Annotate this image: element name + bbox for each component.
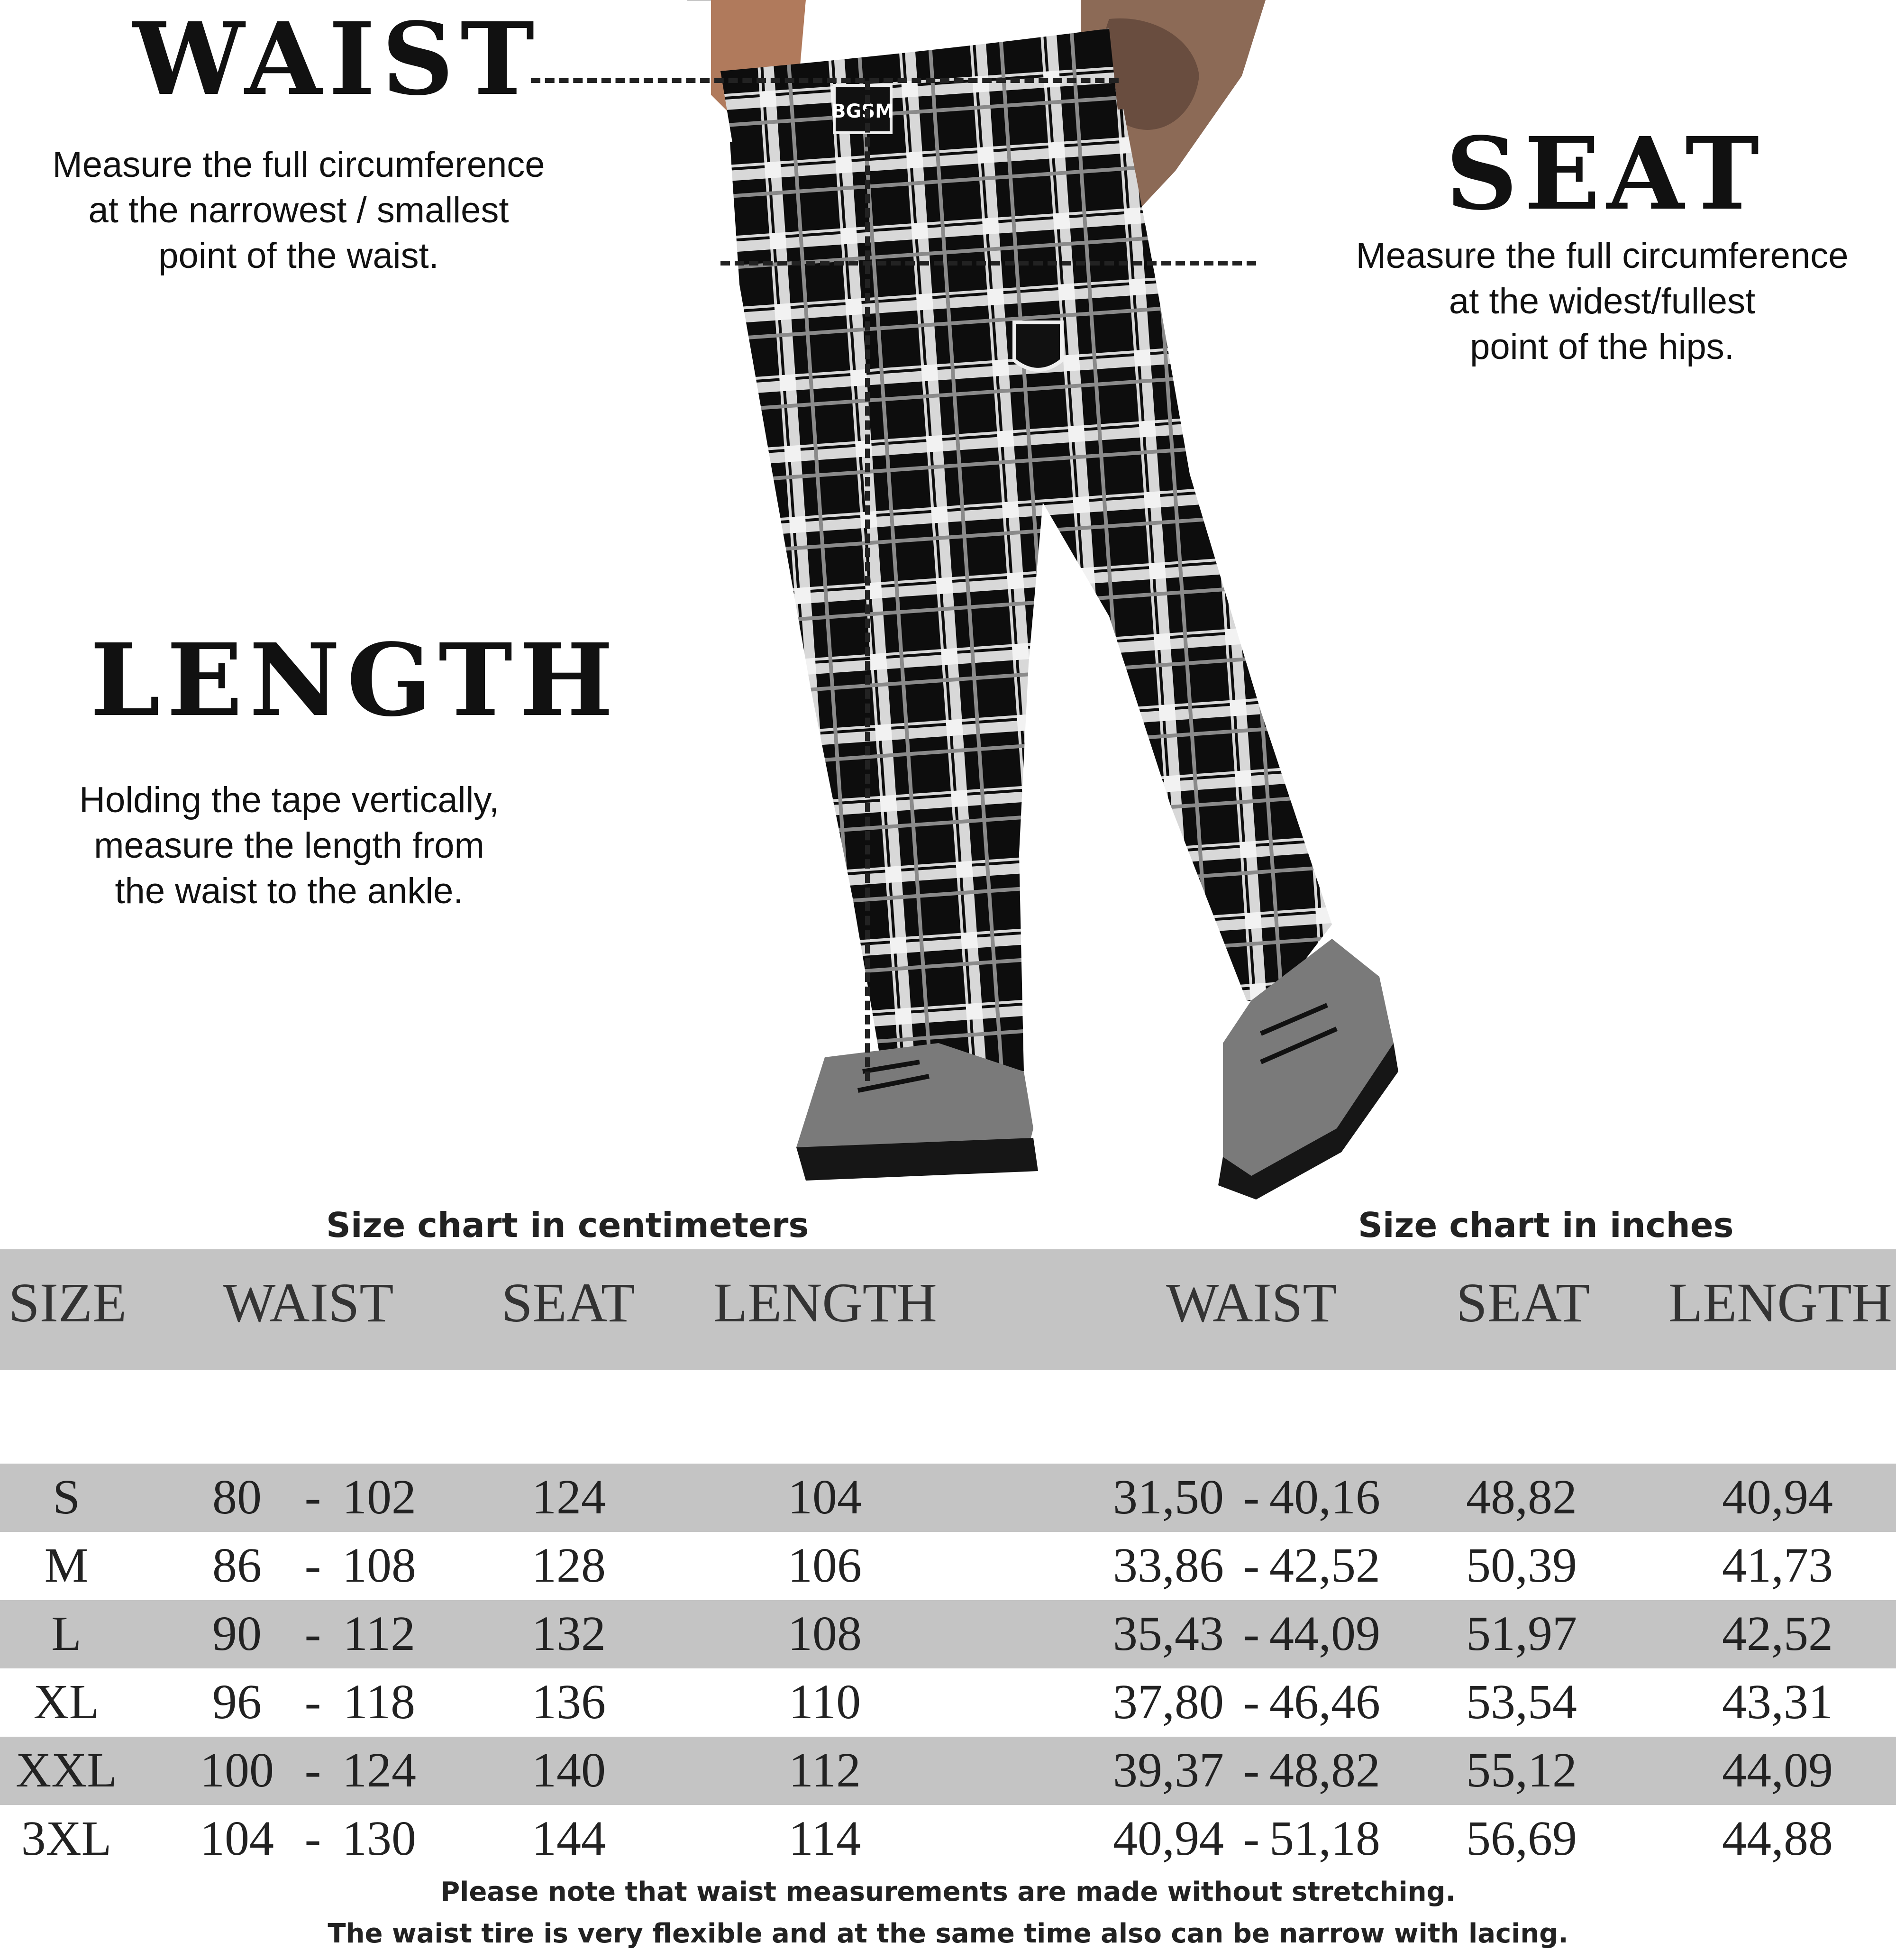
table-row	[0, 1805, 1896, 1873]
cm-waist-min-cell: 104	[200, 1811, 274, 1866]
table-row	[0, 1737, 1896, 1805]
in-waist-max-cell: 42,52	[1269, 1538, 1380, 1593]
cm-waist-separator: -	[304, 1675, 321, 1729]
cm-seat-cell: 144	[532, 1811, 606, 1866]
cm-seat-cell: 124	[532, 1470, 606, 1524]
cm-seat-cell: 132	[532, 1606, 606, 1661]
size-cell: L	[51, 1606, 82, 1661]
cm-length-cell: 110	[788, 1675, 861, 1729]
in-waist-separator: -	[1243, 1538, 1260, 1593]
cm-length-cell: 108	[788, 1606, 862, 1661]
in-waist-min-cell: 33,86	[1113, 1538, 1224, 1593]
note-stretching: Please note that waist measurements are made without stretching.	[440, 1877, 1456, 1907]
in-waist-min-cell: 37,80	[1113, 1675, 1224, 1729]
in-waist-separator: -	[1243, 1470, 1260, 1524]
col-cm-length-header: LENGTH	[713, 1272, 937, 1334]
waistband-label: BGSM	[831, 101, 894, 122]
col-cm-waist-header: WAIST	[223, 1272, 394, 1334]
cm-waist-separator: -	[304, 1470, 321, 1524]
in-waist-max-cell: 40,16	[1269, 1470, 1380, 1524]
in-waist-min-cell: 35,43	[1113, 1606, 1224, 1661]
plaid-pants-photo	[654, 0, 1441, 1214]
cm-waist-max-cell: 130	[342, 1811, 416, 1866]
cm-waist-min-cell: 86	[212, 1538, 262, 1593]
cm-waist-max-cell: 108	[342, 1538, 416, 1593]
col-in-length-header: LENGTH	[1668, 1272, 1892, 1334]
length-instructions-line2: measure the length from	[94, 825, 484, 866]
in-waist-separator: -	[1243, 1606, 1260, 1661]
in-waist-max-cell: 48,82	[1269, 1743, 1380, 1797]
in-waist-separator: -	[1243, 1675, 1260, 1729]
cm-seat-cell: 140	[532, 1743, 606, 1797]
size-cell: S	[53, 1470, 80, 1524]
length-instructions	[0, 778, 578, 914]
in-seat-cell: 53,54	[1466, 1675, 1577, 1729]
in-length-cell: 43,31	[1722, 1675, 1833, 1729]
in-seat-cell: 50,39	[1466, 1538, 1577, 1593]
cm-waist-max-cell: 124	[342, 1743, 416, 1797]
seat-instructions-line3: point of the hips.	[1470, 327, 1734, 367]
col-in-waist-header: WAIST	[1166, 1272, 1337, 1334]
size-cell: 3XL	[21, 1811, 112, 1866]
seat-guide-line	[720, 261, 1256, 266]
cm-seat-cell: 136	[532, 1675, 606, 1729]
waist-guide-line	[531, 78, 1119, 83]
length-instructions-line3: the waist to the ankle.	[115, 871, 464, 911]
in-waist-separator: -	[1243, 1811, 1260, 1866]
chart-cm-title: Size chart in centimeters	[326, 1205, 809, 1245]
col-cm-seat-header: SEAT	[501, 1272, 635, 1334]
waist-instructions	[9, 142, 588, 279]
in-seat-cell: 56,69	[1466, 1811, 1577, 1866]
in-waist-max-cell: 51,18	[1269, 1811, 1380, 1866]
col-in-seat-header: SEAT	[1456, 1272, 1590, 1334]
in-waist-min-cell: 40,94	[1113, 1811, 1224, 1866]
in-waist-max-cell: 44,09	[1269, 1606, 1380, 1661]
seat-instructions-line2: at the widest/fullest	[1449, 281, 1756, 321]
col-size-header: SIZE	[9, 1272, 127, 1334]
cm-waist-max-cell: 112	[343, 1606, 416, 1661]
table-row	[0, 1464, 1896, 1532]
in-seat-cell: 55,12	[1466, 1743, 1577, 1797]
cm-length-cell: 106	[788, 1538, 862, 1593]
cm-waist-separator: -	[304, 1538, 321, 1593]
in-waist-max-cell: 46,46	[1269, 1675, 1380, 1729]
cm-length-cell: 112	[788, 1743, 861, 1797]
waist-instructions-line1: Measure the full circumference	[52, 145, 545, 185]
in-waist-separator: -	[1243, 1743, 1260, 1797]
cm-waist-min-cell: 90	[212, 1606, 262, 1661]
table-row	[0, 1600, 1896, 1668]
seat-instructions-line1: Measure the full circumference	[1356, 236, 1849, 276]
in-waist-min-cell: 39,37	[1113, 1743, 1224, 1797]
note-lacing: The waist tire is very flexible and at the same time also can be narrow with lacing.	[328, 1918, 1568, 1949]
in-length-cell: 44,09	[1722, 1743, 1833, 1797]
size-cell: XL	[33, 1675, 100, 1729]
cm-waist-separator: -	[304, 1606, 321, 1661]
in-waist-min-cell: 31,50	[1113, 1470, 1224, 1524]
in-length-cell: 40,94	[1722, 1470, 1833, 1524]
length-instructions-line1: Holding the tape vertically,	[79, 780, 499, 820]
waist-instructions-line3: point of the waist.	[158, 236, 439, 276]
in-seat-cell: 51,97	[1466, 1606, 1577, 1661]
cm-waist-separator: -	[304, 1743, 321, 1797]
seat-heading: SEAT	[1446, 115, 1766, 232]
cm-waist-min-cell: 80	[212, 1470, 262, 1524]
size-cell: M	[44, 1538, 89, 1593]
cm-seat-cell: 128	[532, 1538, 606, 1593]
cm-length-cell: 114	[788, 1811, 861, 1866]
size-cell: XXL	[16, 1743, 117, 1797]
table-row	[0, 1532, 1896, 1600]
length-guide-line	[865, 81, 870, 1081]
in-seat-cell: 48,82	[1466, 1470, 1577, 1524]
cm-waist-min-cell: 100	[200, 1743, 274, 1797]
length-heading: LENGTH	[90, 622, 620, 739]
in-length-cell: 42,52	[1722, 1606, 1833, 1661]
waist-instructions-line2: at the narrowest / smallest	[88, 190, 509, 230]
cm-length-cell: 104	[788, 1470, 862, 1524]
in-length-cell: 41,73	[1722, 1538, 1833, 1593]
cm-waist-separator: -	[304, 1811, 321, 1866]
cm-waist-min-cell: 96	[212, 1675, 262, 1729]
table-row	[0, 1668, 1896, 1737]
in-length-cell: 44,88	[1722, 1811, 1833, 1866]
cm-waist-max-cell: 102	[342, 1470, 416, 1524]
cm-waist-max-cell: 118	[343, 1675, 416, 1729]
waist-heading: WAIST	[133, 0, 541, 118]
chart-in-title: Size chart in inches	[1358, 1205, 1734, 1245]
